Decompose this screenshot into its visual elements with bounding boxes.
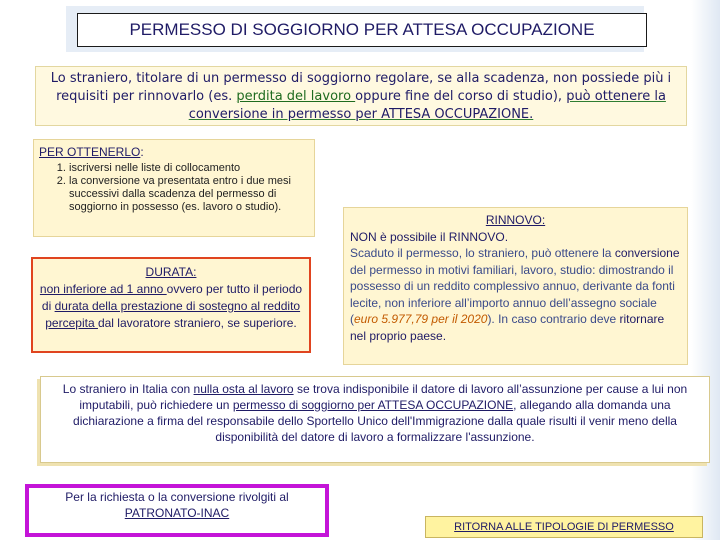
rinnovo-text-2: del permesso in motivi familiari, lavoro, studio: dimostrando il possesso di un reddito complessivo annuo, derivante da fonti lecite, non inferiore all’importo annuo dell’assegno sociale ( [350,262,675,326]
nulla-text-3: , allegando alla domanda una dichiarazione a firma del responsabile dello Sportello Unico dell'Immigrazione dalla quale risulti il venir meno della disponibilità del datore di lavoro a formalizzare l'assunzione. [73,398,677,444]
patronato-link[interactable]: PATRONATO-INAC [124,506,230,520]
patronato-box [25,484,329,537]
nulla-text-2: se trova indisponibile il datore di lavoro all’assunzione per cause a lui non imputabili, può richiedere un [79,382,688,412]
nulla-ul-1: nulla osta al lavoro [193,382,294,396]
durata-box [31,257,311,353]
nulla-text-1: Lo straniero in Italia con [62,382,194,396]
rinnovo-bold: conversione [614,246,680,260]
durata-ul-1: non inferiore ad 1 anno [39,282,167,296]
patronato-text: Per la richiesta o la conversione rivolgiti al [65,490,289,504]
durata-text-1: ovvero per tutto il periodo di [41,282,303,313]
rinnovo-heading: RINNOVO: [485,213,546,227]
intro-box [35,66,687,126]
durata-heading: DURATA: [145,265,197,279]
page-title: PERMESSO DI SOGGIORNO PER ATTESA OCCUPAZIONE [77,13,647,47]
intro-text-1: Lo straniero, titolare di un permesso di soggiorno regolare, se alla scadenza, non possiede più i requisiti per rinnovarlo (es. [50,71,672,104]
rinnovo-line-1: NON è possibile il RINNOVO. [350,229,509,244]
intro-text-2: oppure fine del corso di studio), [355,89,567,104]
intro-text-3: può ottenere la conversione in permesso per ATTESA OCCUPAZIONE. [188,89,666,122]
nulla-osta-box [40,376,710,463]
rinnovo-box [343,207,688,365]
intro-link-perdita-lavoro[interactable]: perdita del lavoro [236,89,356,104]
nulla-ul-2: permesso di soggiorno per ATTESA OCCUPAZIONE [232,398,514,412]
durata-text-2: dal lavoratore straniero, se superiore. [97,316,297,330]
ottenerlo-heading: PER OTTENERLO: [39,145,144,159]
rinnovo-text-1: Scaduto il permesso, lo straniero, può ottenere la [350,246,615,260]
durata-ul-2: durata della prestazione di sostegno al reddito percepita [45,299,301,330]
ottenerlo-box [33,139,315,237]
rinnovo-text-3: ). In caso contrario deve [487,312,620,326]
ottenerlo-list [39,162,309,214]
list-item: 1. iscriversi nelle liste di collocamento [69,162,309,175]
rinnovo-amount: euro 5.977,79 per il 2020 [354,312,488,326]
ritorna-button[interactable]: RITORNA ALLE TIPOLOGIE DI PERMESSO [425,516,703,538]
rinnovo-text-4: ritornare nel proprio paese. [350,312,665,343]
list-item: 2. la conversione va presentata entro i due mesi successivi dalla scadenza del permesso di soggiorno in possesso (es. lavoro o studio). [69,175,309,214]
